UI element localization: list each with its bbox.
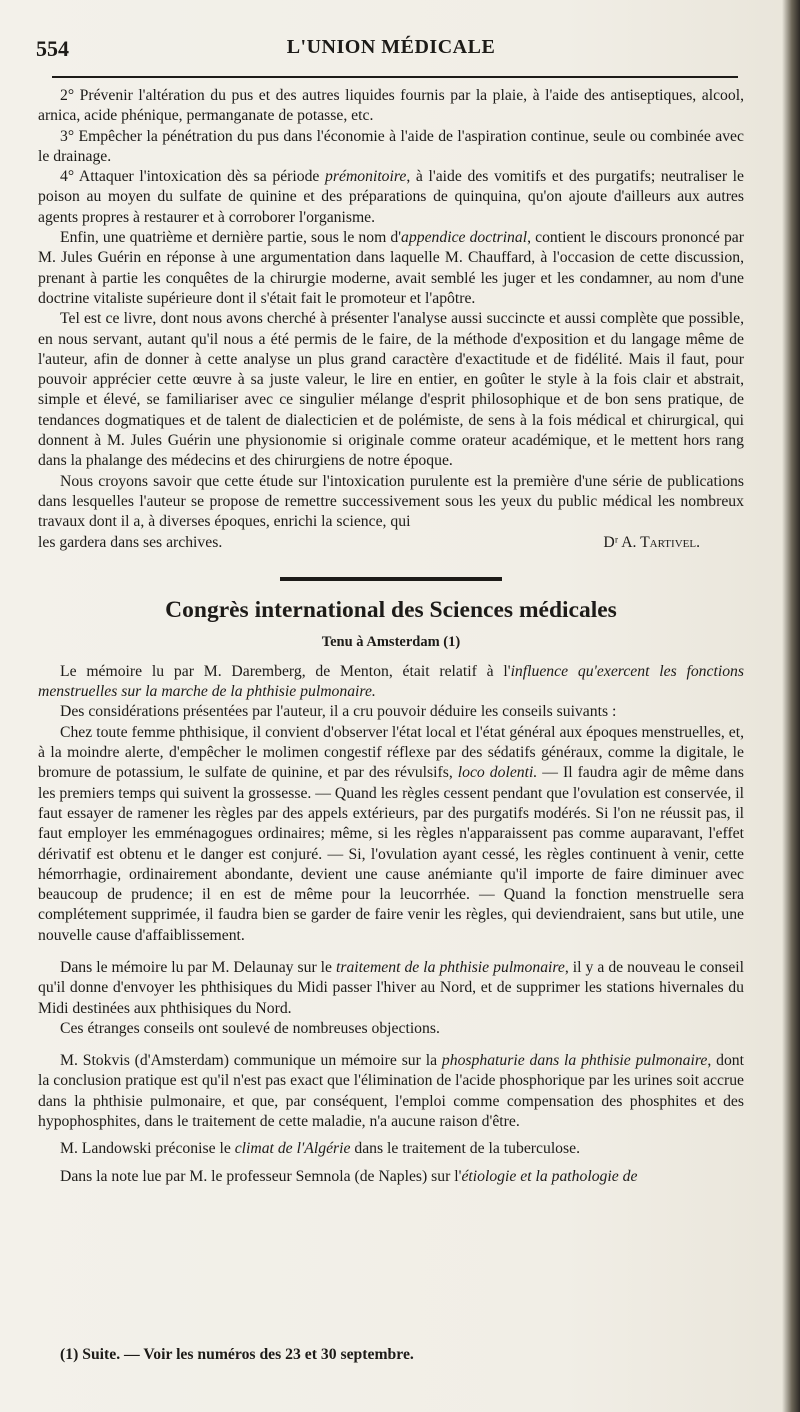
paragraph: 4° Attaquer l'intoxication dès sa période prémonitoire, à l'aide des vomitifs et des purgatifs; neutraliser le poison au moyen du sulfate de quinine et des préparations de quinquina, qu'on ajoute d'ailleurs aux autres agents propres à restaurer et à corroborer l'organisme. xyxy=(38,168,744,226)
page-edge-shadow xyxy=(782,0,800,1412)
paragraph: Chez toute femme phthisique, il convient d'observer l'état local et l'état général aux époques menstruelles, et, à la moindre alerte, d'empêcher le molimen congestif réflexe par des sédatifs généraux, comme la digitale, le bromure de potassium, le sulfate de quinine, et par des révulsifs, loco dolenti. — Il faudra agir de même dans les premiers temps qui suivent la grossesse. — Quand les règles cessent pendant que l'ovulation est conservée, il faut essayer de ramener les règles par des appels extérieurs, par des purgatifs modérés. Si l'on ne réussit pas, il faut employer les emménagogues ordinaires; même, si les règles n'apparaissent pas comme auparavant, l'effet dérivatif est obtenu et le danger est conjuré. — Si, l'ovulation ayant cessé, les règles continuent à venir, cette hémorrhagie, ordinairement abondante, devient une cause anémiante qu'il importe de faire diminuer avec beaucoup de prudence; il en est de même pour la leucorrhée. — Quand la fonction menstruelle sera complétement supprimée, il faudra bien se garder de faire venir les règles, qui deviendraient, sans but utile, une nouvelle cause d'affaiblissement. xyxy=(38,723,744,944)
italic-term: traitement de la phthisie pulmonaire xyxy=(335,958,565,976)
paragraph: M. Landowski préconise le climat de l'Algérie dans le traitement de la tuberculose. xyxy=(60,1140,581,1158)
paragraph: Enfin, une quatrième et dernière partie, sous le nom d'appendice doctrinal, contient le discours prononcé par M. Jules Guérin en réponse à une argumentation dans laquelle M. Chauffard, à l'occasion de cette discussion, prenant à partie les conquêtes de la chirurgie moderne, avait semblé les juger et les condamner, au nom d'une doctrine vitaliste supérieure dont il s'était fait le promoteur et l'apôtre. xyxy=(38,229,744,307)
italic-term: appendice doctrinal xyxy=(401,229,528,247)
section-separator xyxy=(280,577,502,581)
paragraph: M. Stokvis (d'Amsterdam) communique un mémoire sur la phosphaturie dans la phthisie pulmonaire, dont la conclusion pratique est qu'il n'est pas exact que l'élimination de l'acide phosphorique par les urines soit accrue dans la phthisie pulmonaire, et que, par conséquent, l'emploi comme compensation des phosphites et des hypophosphites, dans le traitement de cette maladie, n'a aucune raison d'être. xyxy=(38,1052,745,1131)
article-body xyxy=(38,86,744,1187)
signature-line xyxy=(38,533,744,553)
page-number: 554 xyxy=(36,36,69,61)
paragraph: 2° Prévenir l'altération du pus et des autres liquides fournis par la plaie, à l'aide des antiseptiques, alcool, arnica, acide phénique, permanganate de potasse, etc. xyxy=(38,87,744,125)
paragraph: Dans la note lue par M. le professeur Semnola (de Naples) sur l'étiologie et la pathologie de xyxy=(60,1167,638,1185)
closing-text: les gardera dans ses archives. xyxy=(38,533,223,551)
section-subtitle: Tenu à Amsterdam (1) xyxy=(321,633,461,650)
italic-term: phosphaturie dans la phthisie pulmonaire xyxy=(441,1052,708,1070)
italic-term: loco dolenti. xyxy=(457,764,538,782)
italic-term: étiologie et la pathologie de xyxy=(461,1167,638,1185)
section-title: Congrès international des Sciences médicales xyxy=(165,596,617,623)
author-signature: Dʳ A. Tartivel. xyxy=(603,533,700,551)
italic-term: climat de l'Algérie xyxy=(234,1140,351,1158)
page-header xyxy=(36,36,746,62)
paragraph: 3° Empêcher la pénétration du pus dans l'économie à l'aide de l'aspiration continue, seule ou combinée avec le drainage. xyxy=(38,127,744,165)
paragraph: Nous croyons savoir que cette étude sur l'intoxication purulente est la première d'une série de publications dans lesquelles l'auteur se propose de remettre successivement sous les yeux du public médical les nombreux travaux dont il a, à diverses époques, enrichi la science, qui xyxy=(38,472,744,531)
header-rule xyxy=(52,76,738,78)
italic-term: influence qu'exercent les fonctions menstruelles sur la marche de la phthisie pulmonaire. xyxy=(38,662,744,701)
paragraph: Tel est ce livre, dont nous avons cherché à présenter l'analyse aussi succincte et aussi complète que possible, en nous servant, autant qu'il nous a été permis de le faire, de la méthode d'exposition et du langage même de l'auteur, afin de donner à cette analyse un plus grand caractère d'exactitude et de fidélité. Mais il faut, pour pouvoir apprécier cette œuvre à sa juste valeur, le lire en entier, en goûter le style à la fois clair et abstrait, simple et élevé, se familiariser avec ce singulier mélange d'esprit philosophique et de bon sens pratique, de tendances dogmatiques et de talent de dialecticien et de polémiste, de sens à la fois médical et chirurgical, qui donnent à M. Jules Guérin une physionomie si originale comme orateur académique, et le mettent hors rang dans la phalange des médecins et des chirurgiens de notre époque. xyxy=(38,310,744,470)
paragraph: Ces étranges conseils ont soulevé de nombreuses objections. xyxy=(60,1019,440,1037)
paragraph: Le mémoire lu par M. Daremberg, de Menton, était relatif à l'influence qu'exercent les fonctions menstruelles sur la marche de la phthisie pulmonaire. xyxy=(38,662,744,701)
italic-term: prémonitoire xyxy=(325,168,407,186)
paragraph: Dans le mémoire lu par M. Delaunay sur le traitement de la phthisie pulmonaire, il y a de nouveau le conseil qu'il donne d'envoyer les phthisiques du Midi passer l'hiver au Nord, et de supprimer les stations hivernales du Midi destinées aux phthisiques du Nord. xyxy=(38,958,745,1017)
footnote: (1) Suite. — Voir les numéros des 23 et 30 septembre. xyxy=(60,1346,414,1363)
paragraph: Des considérations présentées par l'auteur, il a cru pouvoir déduire les conseils suivants : xyxy=(60,703,617,721)
running-title: L'UNION MÉDICALE xyxy=(286,36,496,58)
